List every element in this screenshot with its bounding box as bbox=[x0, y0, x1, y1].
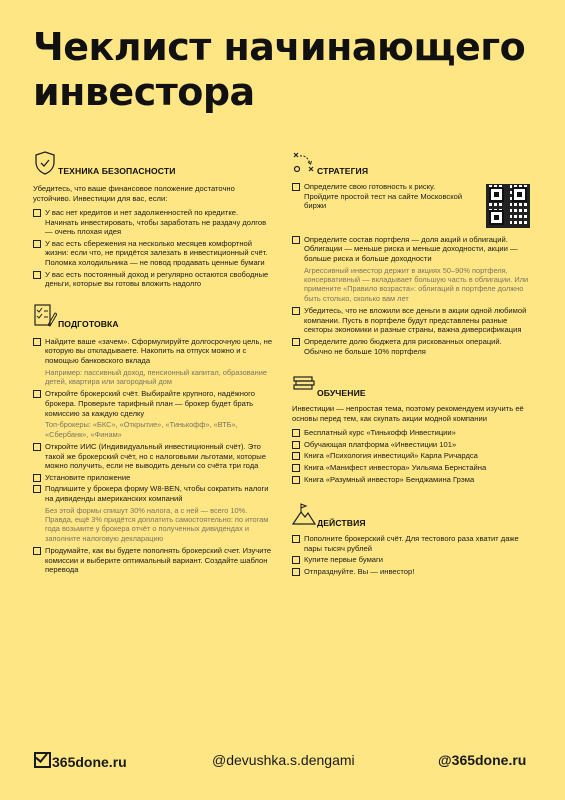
checkbox[interactable] bbox=[292, 236, 300, 244]
strategy-section-header bbox=[292, 150, 530, 186]
footer-instagram-handle[interactable]: @devushka.s.dengami bbox=[212, 752, 355, 768]
list-item: Купите первые бумаги bbox=[292, 555, 530, 565]
checkbox[interactable] bbox=[292, 464, 300, 472]
list-item: Продумайте, как вы будете пополнять брокерский счет. Изучите комиссии и выберите оптимальный вариант. Создайте шаблон перевода bbox=[33, 546, 273, 575]
list-item: Убедитесь, что не вложили все деньги в акции одной любимой компании. Пусть в портфеле будут представлены разные секторы экономики и разные страны, важна диверсификация bbox=[292, 306, 530, 335]
security-section-header bbox=[33, 150, 273, 186]
list-item[interactable]: Обучающая платформа «Инвестиции 101» bbox=[292, 440, 530, 450]
shield-check-icon bbox=[33, 150, 57, 176]
list-item: Отпразднуйте. Вы — инвестор! bbox=[292, 567, 530, 577]
strategy-heading: СТРАТЕГИЯ bbox=[317, 166, 369, 176]
list-item[interactable]: Бесплатный курс «Тинькофф Инвестиции» bbox=[292, 428, 530, 438]
checkbox[interactable] bbox=[33, 443, 41, 451]
list-item: Пополните брокерский счёт. Для тестового раза хватит даже пары тысяч рублей bbox=[292, 534, 530, 553]
checkbox[interactable] bbox=[33, 547, 41, 555]
list-item: У вас нет кредитов и нет задолженностей по кредитке. Начинать инвестировать, чтобы заработать не раздачу долгов — очень плохая идея bbox=[33, 208, 273, 237]
qr-code[interactable] bbox=[486, 184, 530, 228]
checkbox[interactable] bbox=[292, 556, 300, 564]
checkbox[interactable] bbox=[292, 476, 300, 484]
list-item: Определите состав портфеля — доля акций и облигаций. Облигации — меньше риска и меньше доходности, акции — больше риска и больше доходности bbox=[292, 235, 530, 264]
list-item: Определите долю бюджета для рискованных операций. Обычно не больше 10% портфеля bbox=[292, 337, 530, 356]
tactics-plan-icon bbox=[292, 150, 316, 176]
list-item: Подпишите у брокера форму W8-BEN, чтобы сократить налоги на дивиденды американских компаний bbox=[33, 484, 273, 503]
item-note: Например: пассивный доход, пенсионный капитал, образование детей, квартира или загородный дом bbox=[45, 367, 267, 386]
books-icon bbox=[292, 372, 316, 398]
checkbox[interactable] bbox=[292, 441, 300, 449]
checkbox[interactable] bbox=[292, 183, 300, 191]
checkbox[interactable] bbox=[33, 209, 41, 217]
list-item: У вас есть постоянный доход и регулярно остаются свободные деньги, которые вы готовы вложить надолго bbox=[33, 270, 273, 289]
checkbox[interactable] bbox=[33, 240, 41, 248]
list-item: Откройте брокерский счёт. Выбирайте крупного, надёжного брокера. Проверьте тарифный план — брокер будет брать комиссию за каждую сделку bbox=[33, 389, 273, 418]
prep-section-header bbox=[33, 303, 273, 339]
right-column bbox=[292, 150, 530, 579]
checkbox[interactable] bbox=[33, 474, 41, 482]
list-item: Определите свою готовность к риску. Пройдите простой тест на сайте Московской биржи bbox=[292, 182, 464, 211]
checkbox[interactable] bbox=[33, 485, 41, 493]
checkbox[interactable] bbox=[33, 271, 41, 279]
checkbox-logo-icon bbox=[34, 752, 51, 768]
learning-intro: Инвестиции — непростая тема, поэтому рекомендуем изучить её основы перед тем, как скупать акции модной компании bbox=[292, 404, 524, 424]
learning-section-header bbox=[292, 372, 530, 408]
checkbox[interactable] bbox=[292, 338, 300, 346]
list-item: У вас есть сбережения на несколько месяцев комфортной жизни: если что, не придётся залезать в инвестиционный счёт. Поломка холодильника — не повод продавать ценные бумаги bbox=[33, 239, 273, 268]
list-item[interactable]: Книга «Психология инвестиций» Карла Ричардса bbox=[292, 451, 530, 461]
checkbox[interactable] bbox=[292, 452, 300, 460]
learning-heading: ОБУЧЕНИЕ bbox=[317, 388, 366, 399]
security-intro: Убедитесь, что ваше финансовое положение достаточно устойчиво. Инвестиции для вас, если: bbox=[33, 184, 235, 203]
actions-heading: ДЕЙСТВИЯ bbox=[317, 518, 366, 529]
list-item[interactable]: Книга «Манифест инвестора» Уильяма Бернстайна bbox=[292, 463, 530, 473]
list-item: Установите приложение bbox=[33, 473, 273, 483]
item-note: Агрессивный инвестор держит в акциях 50–90% портфеля, консервативный — вкладывает большую часть в облигации. Или примените «Правило возраста»: облигаций в портфеле должно быть столько, сколько вам лет bbox=[304, 265, 529, 303]
footer-left-text: 365done.ru bbox=[52, 754, 127, 770]
footer-handle[interactable]: @365done.ru bbox=[438, 752, 527, 768]
checkbox[interactable] bbox=[292, 307, 300, 315]
footer-logo-link[interactable] bbox=[34, 752, 127, 770]
mountain-flag-icon bbox=[292, 502, 316, 528]
checklist-pencil-icon bbox=[33, 303, 57, 329]
prep-heading: ПОДГОТОВКА bbox=[58, 318, 119, 329]
item-note: Без этой формы спишут 30% налога, а с ней — всего 10%. Правда, ещё 3% придётся доплатить самостоятельно: по итогам года возьмите у брокера отчёт о полученных дивидендах и заполните налоговую декларацию bbox=[45, 505, 269, 543]
checkbox[interactable] bbox=[292, 429, 300, 437]
list-item[interactable]: Книга «Разумный инвестор» Бенджамина Грэма bbox=[292, 475, 530, 485]
checkbox[interactable] bbox=[33, 390, 41, 398]
item-note: Топ-брокеры: «БКС», «Открытие», «Тинькофф», «ВТБ», «Сбербанк», «Финам» bbox=[45, 420, 238, 439]
security-heading: ТЕХНИКА БЕЗОПАСНОСТИ bbox=[58, 166, 176, 176]
checkbox[interactable] bbox=[292, 568, 300, 576]
checkbox[interactable] bbox=[292, 535, 300, 543]
left-column bbox=[33, 150, 273, 577]
list-item: Найдите ваше «зачем». Сформулируйте долгосрочную цель, не которую вы откладываете. Накопить на отпуск можно и с помощью банковского вклада bbox=[33, 337, 273, 366]
page-title: Чеклист начинающего инвестора bbox=[33, 25, 526, 114]
actions-section-header bbox=[292, 502, 530, 538]
list-item: Откройте ИИС (Индивидуальный инвестиционный счёт). Это такой же брокерский счёт, но с налоговыми льготами, которые можно получить, если не выводить деньги со счёта три года bbox=[33, 442, 273, 471]
checkbox[interactable] bbox=[33, 338, 41, 346]
